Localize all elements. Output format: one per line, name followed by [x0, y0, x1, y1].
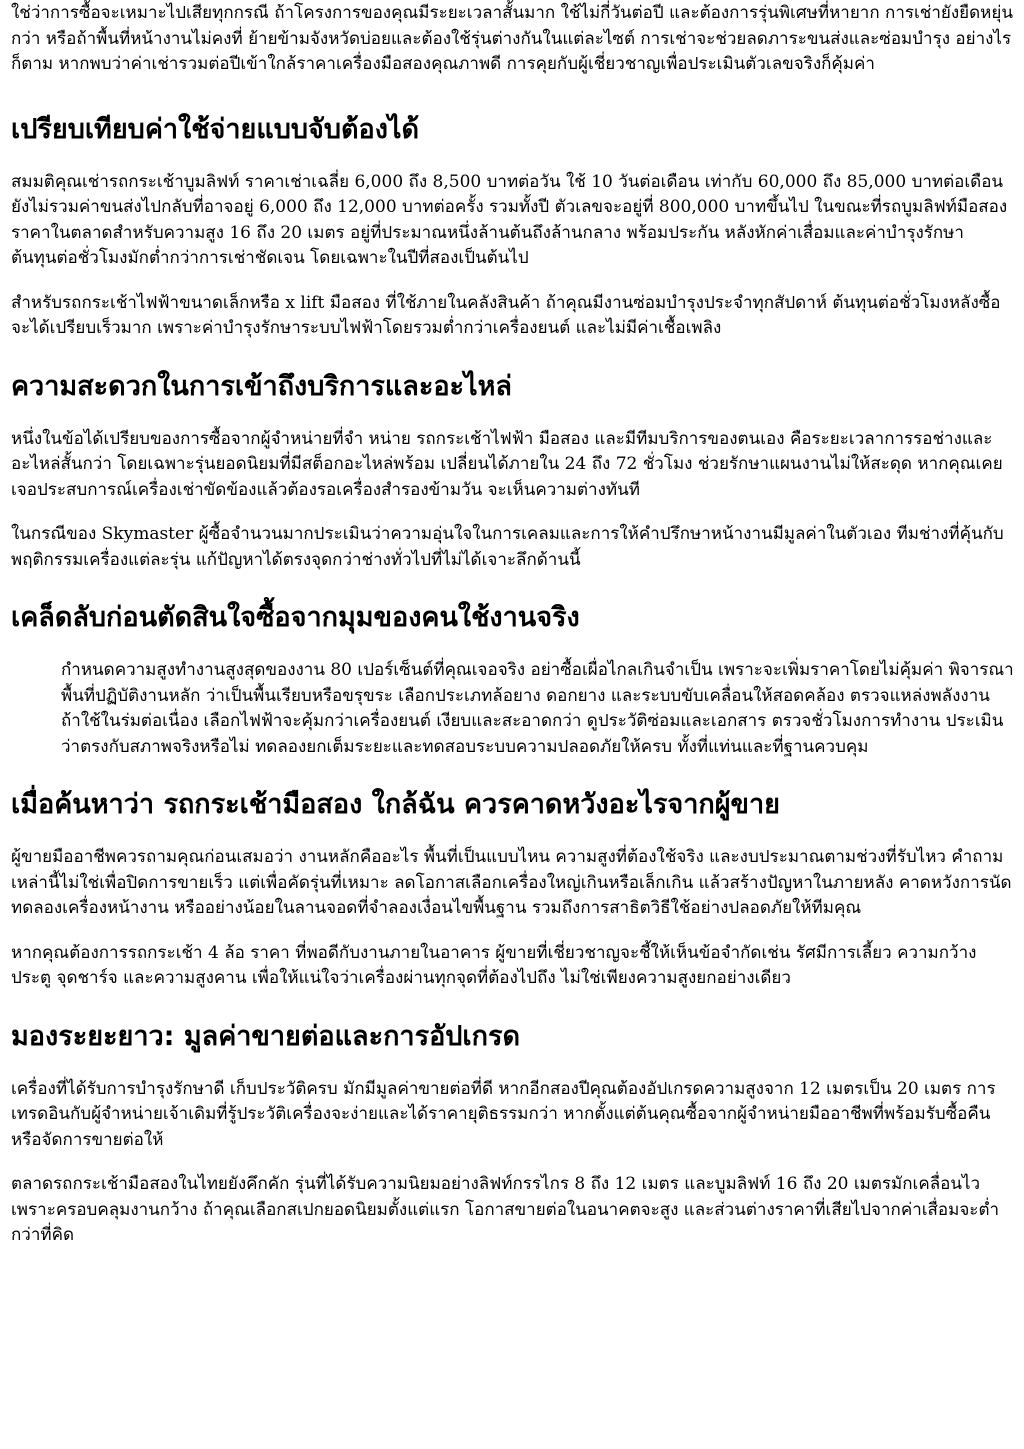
section-heading: ความสะดวกในการเข้าถึงบริการและอะไหล่: [11, 370, 512, 402]
blockquote-text: กำหนดความสูงทำงานสูงสุดของงาน 80 เปอร์เซ็นต์ที่คุณเจอจริง อย่าซื้อเผื่อไกลเกินจำเป็น เพราะจะเพิ่มราคาโดยไม่คุ้มค่า พิจารณาพื้นที่ปฏิบัติงานหลัก ว่าเป็นพื้นเรียบหรือขรุขระ เลือกประเภทล้อยาง ดอกยาง และระบบขับเคลื่อนให้สอดคล้อง ตรวจแหล่งพลังงาน ถ้าใช้ในร่มต่อเนื่อง เลือกไฟฟ้าจะคุ้มกว่าเครื่องยนต์ เงียบและสะอาดกว่า ดูประวัติซ่อมและเอกสาร ตรวจชั่วโมงการทำงาน ประเมินว่าตรงกับสภาพจริงหรือไม่ ทดลองยกเต็มระยะและทดสอบระบบความปลอดภัยให้ครบ ทั้งที่แท่นและที่ฐานควบคุม: [61, 660, 1014, 757]
tips-blockquote: [61, 658, 1014, 760]
section-heading: เมื่อค้นหาว่า รถกระเช้ามือสอง ใกล้ฉัน ควรคาดหวังอะไรจากผู้ขาย: [11, 789, 780, 820]
paragraph: ผู้ขายมืออาชีพควรถามคุณก่อนเสมอว่า งานหลักคืออะไร พื้นที่เป็นแบบไหน ความสูงที่ต้องใช้จริง และงบประมาณตามช่วงที่รับไหว คำถามเหล่านี้ไม่ใช่เพื่อปิดการขายเร็ว แต่เพื่อคัดรุ่นที่เหมาะ ลดโอกาสเลือกเครื่องใหญ่เกินหรือเล็กเกิน แล้วสร้างปัญหาในภายหลัง คาดหวังการนัดทดลองเครื่องหน้างาน หรืออย่างน้อยในลานจอดที่จำลองเงื่อนไขพื้นฐาน รวมถึงการสาธิตวิธีใช้อย่างปลอดภัยให้ทีมคุณ: [11, 847, 1012, 918]
section-heading: มองระยะยาว: มูลค่าขายต่อและการอัปเกรด: [11, 1020, 521, 1052]
section-buying-tips: [11, 598, 1014, 760]
intro-paragraph: ใช่ว่าการซื้อจะเหมาะไปเสียทุกกรณี ถ้าโครงการของคุณมีระยะเวลาสั้นมาก ใช้ไม่กี่วันต่อปี และต้องการรุ่นพิเศษที่หายาก การเช่ายังยืดหยุ่นกว่า หรือถ้าพื้นที่หน้างานไม่คงที่ ย้ายข้ามจังหวัดบ่อยและต้องใช้รุ่นต่างกันในแต่ละไซต์ การเช่าจะช่วยลดภาระขนส่งและซ่อมบำรุง อย่างไรก็ตาม หากพบว่าค่าเช่ารวมต่อปีเข้าใกล้ราคาเครื่องมือสองคุณภาพดี การคุยกับผู้เชี่ยวชาญเพื่อประเมินตัวเลขจริงก็คุ้มค่า: [11, 3, 1013, 74]
section-resale-upgrade: [11, 1017, 1014, 1249]
section-heading: เคล็ดลับก่อนตัดสินใจซื้อจากมุมของคนใช้งานจริง: [11, 602, 580, 633]
section-seller-expectations: [11, 785, 1014, 992]
article: [0, 1, 1024, 1249]
paragraph: หากคุณต้องการรถกระเช้า 4 ล้อ ราคา ที่พอดีกับงานภายในอาคาร ผู้ขายที่เชี่ยวชาญจะชี้ให้เห็นข้อจำกัดเช่น รัศมีการเลี้ยว ความกว้างประตู จุดชาร์จ และความสูงคาน เพื่อให้แน่ใจว่าเครื่องผ่านทุกจุดที่ต้องไปถึง ไม่ใช่เพียงความสูงยกอย่างเดียว: [11, 942, 977, 988]
paragraph: สมมติคุณเช่ารถกระเช้าบูมลิฟท์ ราคาเช่าเฉลี่ย 6,000 ถึง 8,500 บาทต่อวัน ใช้ 10 วันต่อเดือน เท่ากับ 60,000 ถึง 85,000 บาทต่อเดือน ยังไม่รวมค่าขนส่งไปกลับที่อาจอยู่ 6,000 ถึง 12,000 บาทต่อครั้ง รวมทั้งปี ตัวเลขจะอยู่ที่ 800,000 บาทขึ้นไป ในขณะที่รถบูมลิฟท์มือสอง ราคาในตลาดสำหรับความสูง 16 ถึง 20 เมตร อยู่ที่ประมาณหนึ่งล้านต้นถึงล้านกลาง พร้อมประกัน หลังหักค่าเสื่อมและค่าบำรุงรักษา ต้นทุนต่อชั่วโมงมักต่ำกว่าการเช่าชัดเจน โดยเฉพาะในปีที่สองเป็นต้นไป: [11, 171, 1008, 268]
paragraph: เครื่องที่ได้รับการบำรุงรักษาดี เก็บประวัติครบ มักมีมูลค่าขายต่อที่ดี หากอีกสองปีคุณต้องอัปเกรดความสูงจาก 12 เมตรเป็น 20 เมตร การเทรดอินกับผู้จำหน่ายเจ้าเดิมที่รู้ประวัติเครื่องจะง่ายและได้ราคายุติธรรมกว่า หากตั้งแต่ต้นคุณซื้อจากผู้จำหน่ายมืออาชีพที่พร้อมรับซื้อคืนหรือจัดการขายต่อให้: [11, 1078, 996, 1150]
section-heading: เปรียบเทียบค่าใช้จ่ายแบบจับต้องได้: [11, 113, 420, 145]
section-cost-comparison: [11, 110, 1014, 342]
paragraph: หนึ่งในข้อได้เปรียบของการซื้อจากผู้จำหน่ายที่จำ หน่าย รถกระเช้าไฟฟ้า มือสอง และมีทีมบริการของตนเอง คือระยะเวลาการรอช่างและอะไหล่สั้นกว่า โดยเฉพาะรุ่นยอดนิยมที่มีสต็อกอะไหล่พร้อม เปลี่ยนได้ภายใน 24 ถึง 72 ชั่วโมง ช่วยรักษาแผนงานไม่ให้สะดุด หากคุณเคยเจอประสบการณ์เครื่องเช่าขัดข้องแล้วต้องรอเครื่องสำรองข้ามวัน จะเห็นความต่างทันที: [11, 428, 1003, 500]
paragraph: สำหรับรถกระเช้าไฟฟ้าขนาดเล็กหรือ x lift มือสอง ที่ใช้ภายในคลังสินค้า ถ้าคุณมีงานซ่อมบำรุงประจำทุกสัปดาห์ ต้นทุนต่อชั่วโมงหลังซื้อจะได้เปรียบเร็วมาก เพราะค่าบำรุงรักษาระบบไฟฟ้าโดยรวมต่ำกว่าเครื่องยนต์ และไม่มีค่าเชื้อเพลิง: [11, 292, 1001, 338]
section-service-access: [11, 367, 1014, 574]
paragraph: ตลาดรถกระเช้ามือสองในไทยยังคึกคัก รุ่นที่ได้รับความนิยมอย่างลิฟท์กรรไกร 8 ถึง 12 เมตร และบูมลิฟท์ 16 ถึง 20 เมตรมักเคลื่อนไว เพราะครอบคลุมงานกว้าง ถ้าคุณเลือกสเปกยอดนิยมตั้งแต่แรก โอกาสขายต่อในอนาคตจะสูง และส่วนต่างราคาที่เสียไปจากค่าเสื่อมจะต่ำกว่าที่คิด: [11, 1174, 1000, 1245]
paragraph: ในกรณีของ Skymaster ผู้ซื้อจำนวนมากประเมินว่าความอุ่นใจในการเคลมและการให้คำปรึกษาหน้างานมีมูลค่าในตัวเอง ทีมช่างที่คุ้นกับพฤติกรรมเครื่องแต่ละรุ่น แก้ปัญหาได้ตรงจุดกว่าช่างทั่วไปที่ไม่ได้เจาะลึกด้านนี้: [11, 524, 1004, 570]
